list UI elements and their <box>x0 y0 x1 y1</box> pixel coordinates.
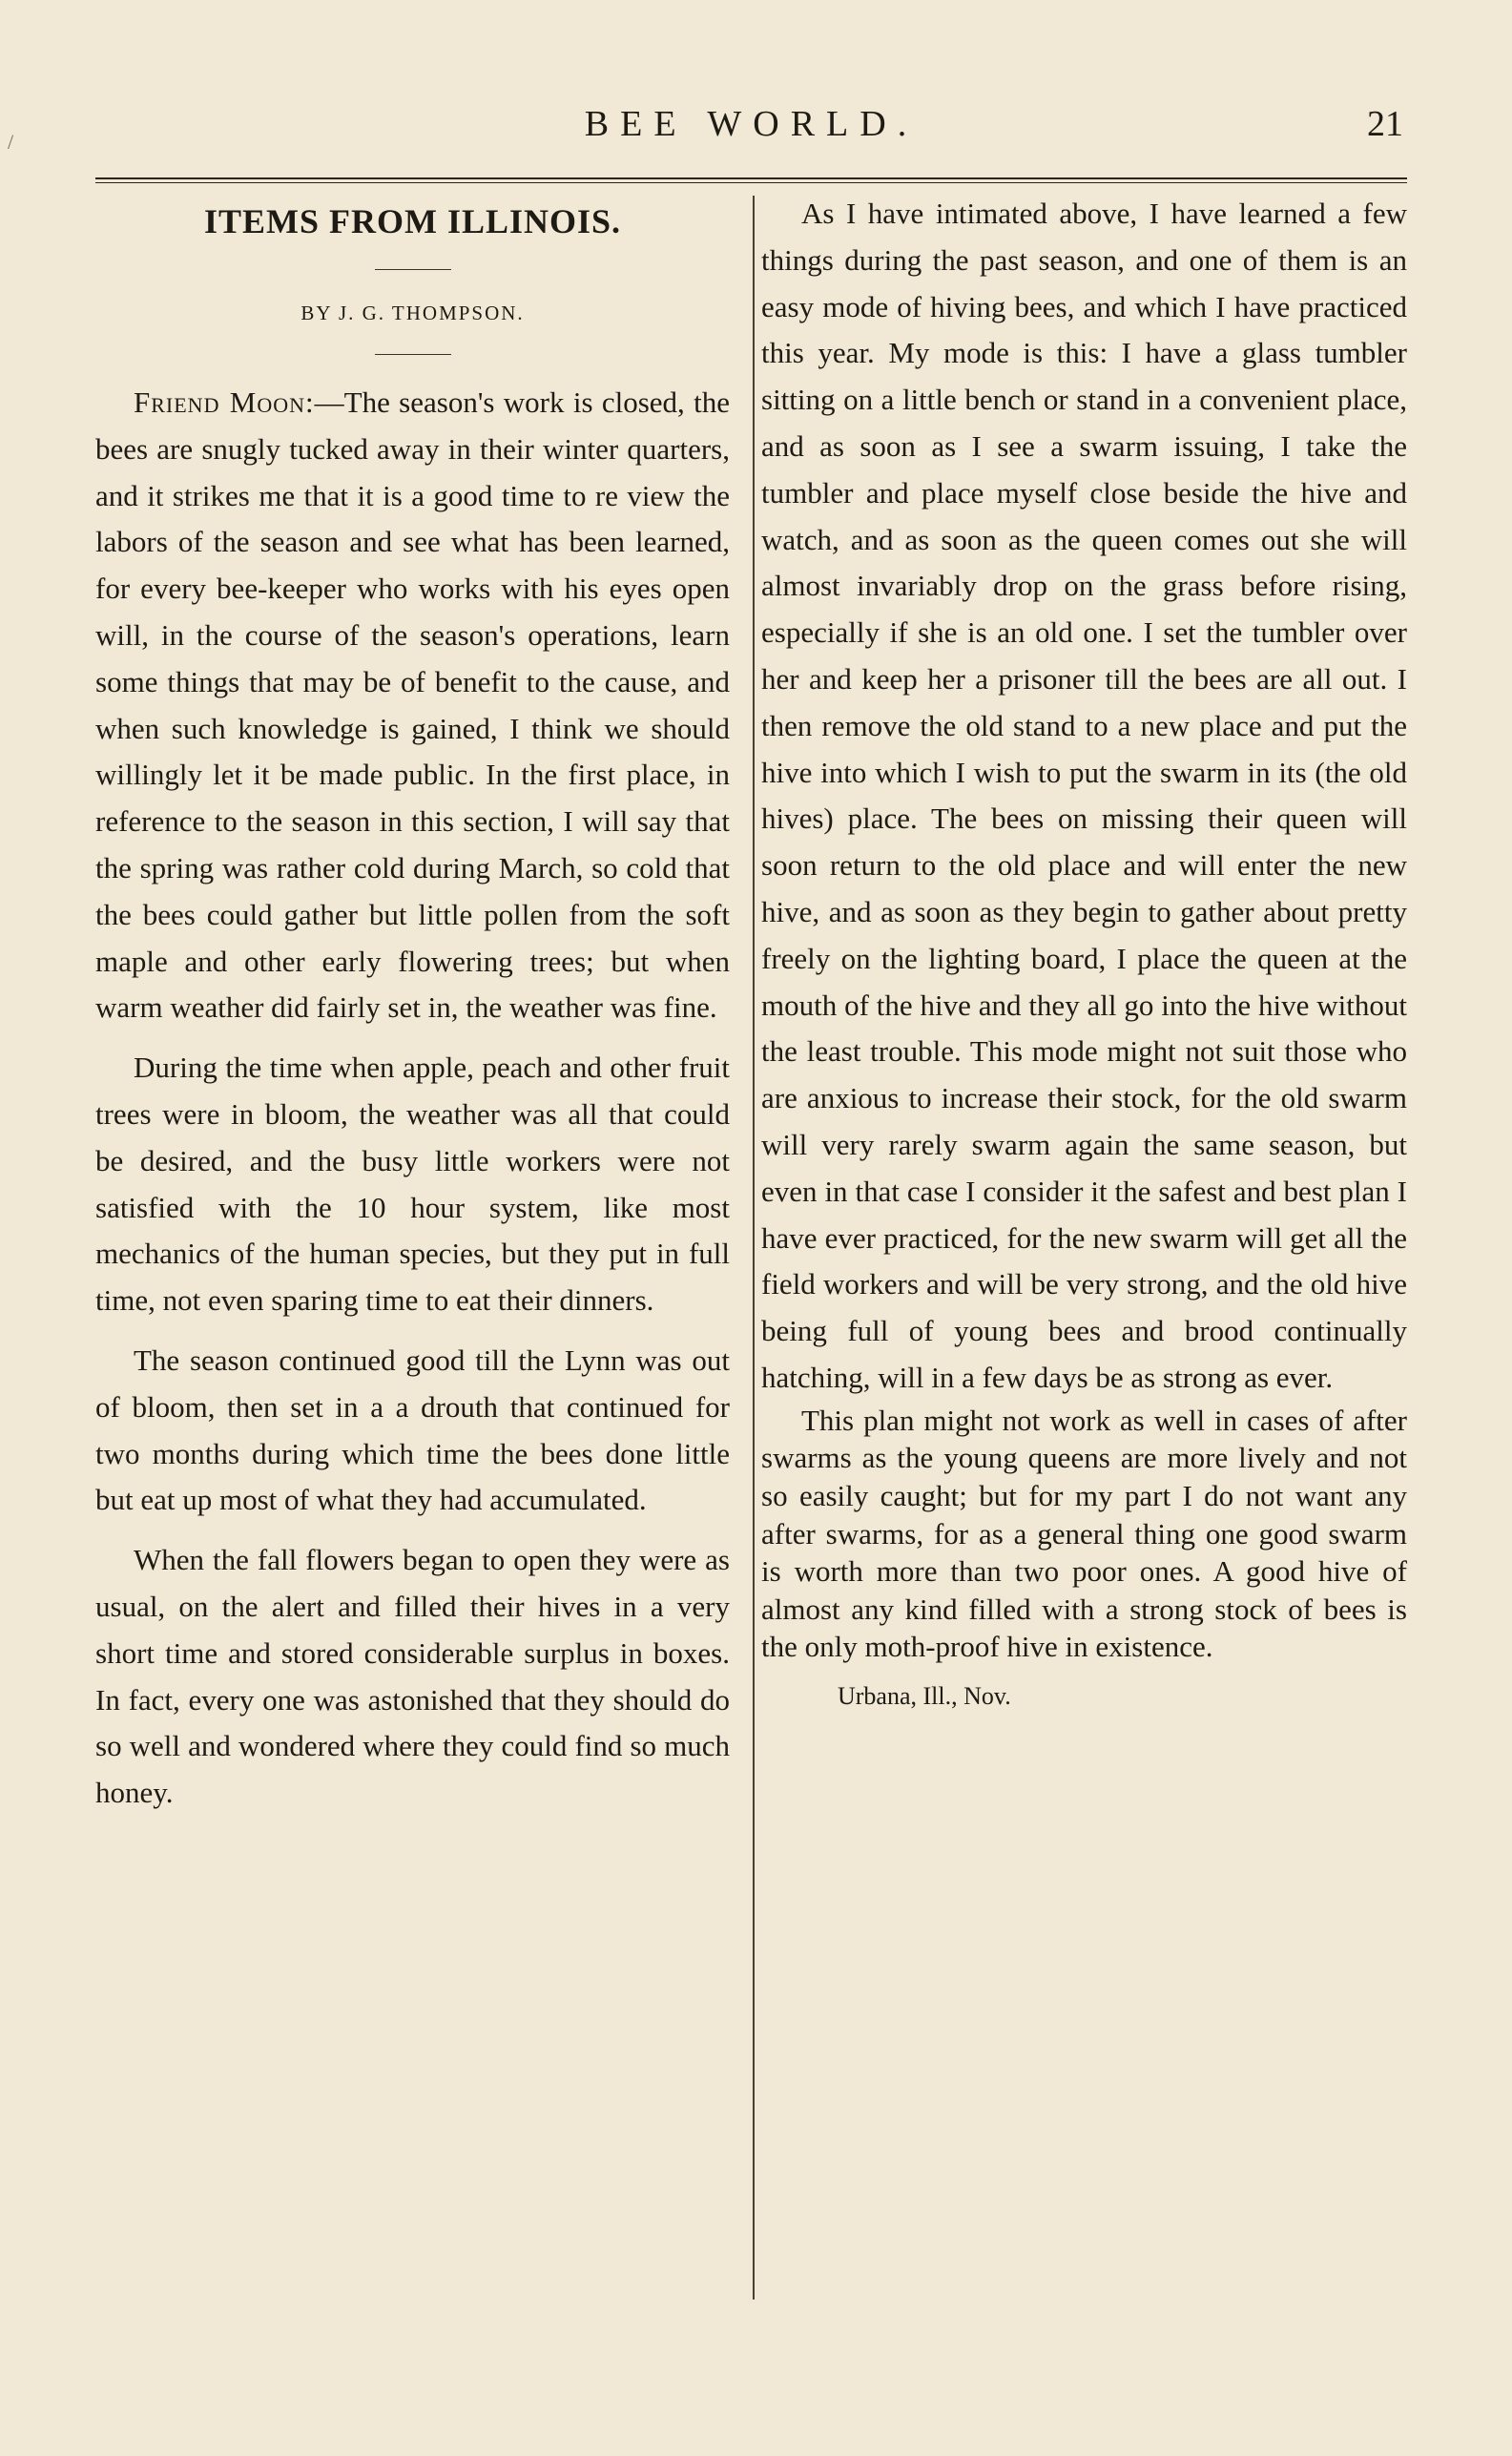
header-rule <box>95 177 1407 183</box>
salutation: Friend Moon: <box>134 385 315 419</box>
byline-rule <box>375 354 451 355</box>
paragraph: The season continued good till the Lynn was out of bloom, then set in a a drouth that continued for two months during which time the bees done little but eat up most of what they had accumulated. <box>95 1342 730 1517</box>
paragraph: When the fall flowers began to open they were as usual, on the alert and filled their hives in a very short time and stored considerable surplus in boxes. In fact, every one was astonished that they should do so well and wondered where they could find so much honey. <box>95 1543 730 1810</box>
paragraph: During the time when apple, peach and other fruit trees were in bloom, the weather was all that could be desired, and the busy little workers were not satisfied with the 10 hour system, like most mechanics of the human species, but they put in full time, not even sparing time to eat their dinners. <box>95 1051 730 1318</box>
signoff: Urbana, Ill., Nov. <box>838 1681 1011 1710</box>
paragraph <box>95 380 730 1031</box>
paragraph-text: —The season's work is closed, the bees are snugly tucked away in their winter quarters, and it strikes me that it is a good time to re view the labors of the season and see what has been learned, for every bee-keeper who works with his eyes open will, in the course of the season's operations, learn some things that may be of benefit to the cause, and when such knowledge is gained, I think we should willingly let it be made public. In the first place, in reference to the season in this section, I will say that the spring was rather cold during March, so cold that the bees could gather but little pollen from the soft maple and other early flowering trees; but when warm weather did fairly set in, the weather was fine. <box>95 385 731 1025</box>
running-title: BEE WORLD. <box>584 104 919 144</box>
right-column <box>761 191 1407 1716</box>
article-title: ITEMS FROM ILLINOIS. <box>203 202 622 240</box>
paragraph: This plan might not work as well in cases of after swarms as the young queens are more lively and not so easily caught; but for my part I do not want any after swarms, for as a general thing one good swarm is worth more than two poor ones. A good hive of almost any kind filled with a strong stock of bees is the only moth-proof hive in existence. <box>761 1403 1407 1664</box>
column-rule <box>753 196 755 2300</box>
title-rule <box>375 269 451 270</box>
page-number: 21 <box>1367 104 1403 144</box>
left-column <box>95 191 730 1817</box>
byline: BY J. G. THOMPSON. <box>300 302 525 324</box>
paragraph: As I have intimated above, I have learned a few things during the past season, and one of them is an easy mode of hiving bees, and which I have practiced this year. My mode is this: I have a glass tumbler sitting on a little bench or stand in a convenient place, and as soon as I see a swarm issuing, I take the tumbler and place myself close beside the hive and watch, and as soon as the queen comes out she will almost invariably drop on the grass before rising, especially if she is an old one. I set the tumbler over her and keep her a prisoner till the bees are all out. I then remove the old stand to a new place and put the hive into which I wish to put the swarm in its (the old hives) place. The bees on missing their queen will soon return to the old place and will enter the new hive, and as soon as they begin to gather about pretty freely on the lighting board, I place the queen at the mouth of the hive and they all go into the hive without the least trouble. This mode might not suit those who are anxious to increase their stock, for the old swarm will very rarely swarm again the same season, but even in that case I consider it the safest and best plan I have ever practiced, for the new swarm will get all the field workers and will be very strong, and the old hive being full of young bees and brood continually hatching, will in a few days be as strong as ever. <box>761 197 1407 1394</box>
running-header <box>95 95 1407 153</box>
edge-mark: / <box>8 130 14 154</box>
